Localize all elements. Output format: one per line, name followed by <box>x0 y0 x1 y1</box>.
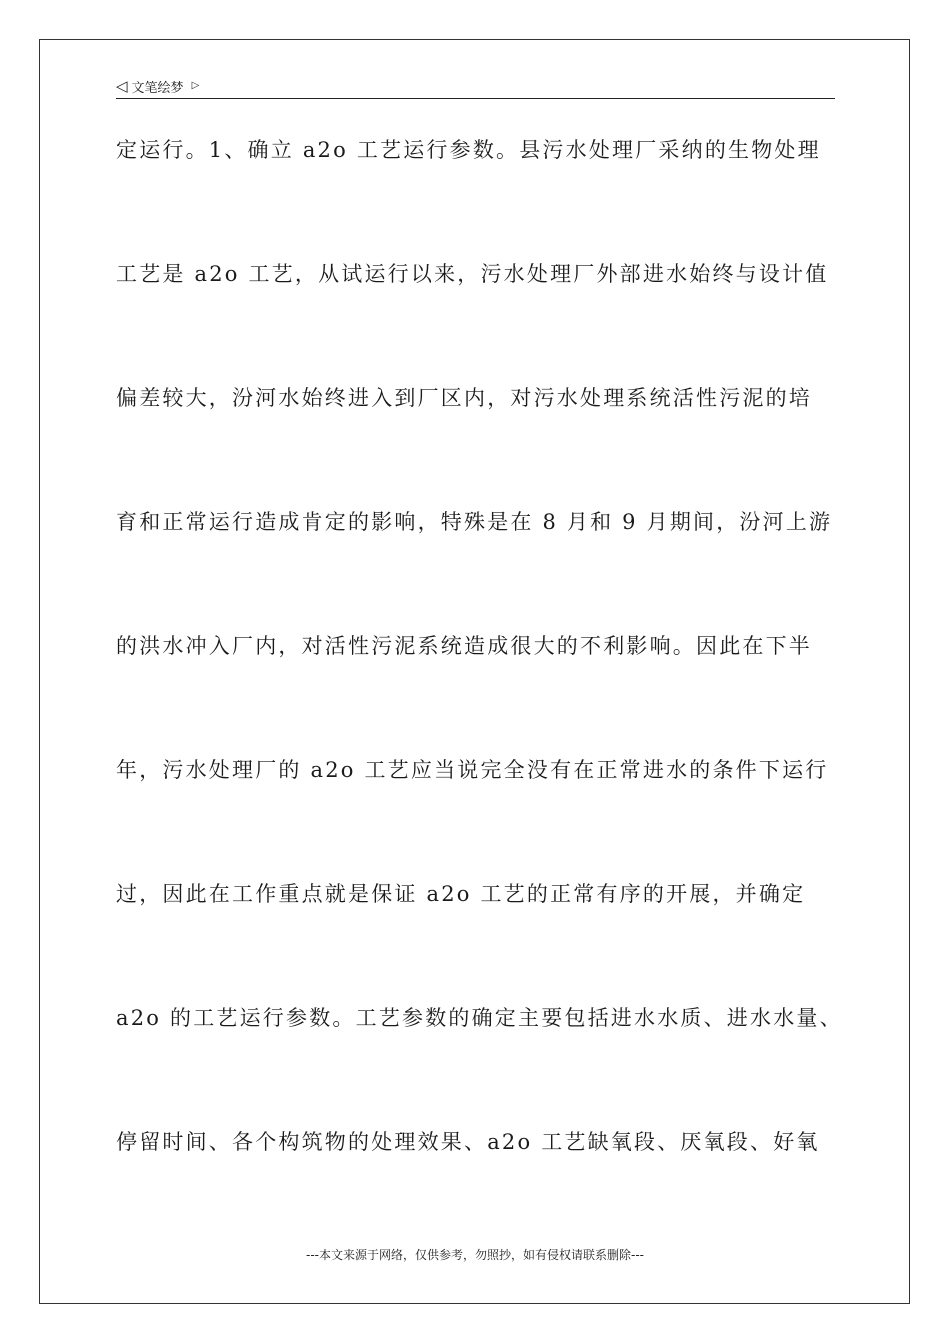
body-line: 停留时间、各个构筑物的处理效果、a2o 工艺缺氧段、厌氧段、好氧 <box>116 1130 820 1154</box>
body-line: 定运行。1、确立 a2o 工艺运行参数。县污水处理厂采纳的生物处理 <box>116 138 821 162</box>
body-line: 育和正常运行造成肯定的影响，特殊是在 8 月和 9 月期间，汾河上游 <box>116 510 833 534</box>
page-frame <box>39 39 910 1304</box>
body-line: 偏差较大，汾河水始终进入到厂区内，对污水处理系统活性污泥的培 <box>116 386 812 410</box>
header-brand: 文笔绘梦 <box>131 80 184 96</box>
body-line: 工艺是 a2o 工艺，从试运行以来，污水处理厂外部进水始终与设计值 <box>116 262 829 286</box>
body-line: 过，因此在工作重点就是保证 a2o 工艺的正常有序的开展，并确定 <box>116 882 806 906</box>
body-line: a2o 的工艺运行参数。工艺参数的确定主要包括进水水质、进水水量、 <box>116 1006 843 1030</box>
triangle-right-icon: ▷ <box>191 80 200 91</box>
body-line: 的洪水冲入厂内，对活性污泥系统造成很大的不利影响。因此在下半 <box>116 634 812 658</box>
body-line: 年，污水处理厂的 a2o 工艺应当说完全没有在正常进水的条件下运行 <box>116 758 829 782</box>
footer-disclaimer: ---本文来源于网络，仅供参考，勿照抄，如有侵权请联系删除--- <box>306 1248 644 1262</box>
page-header <box>116 74 835 99</box>
triangle-left-icon: ◁ <box>116 76 128 95</box>
